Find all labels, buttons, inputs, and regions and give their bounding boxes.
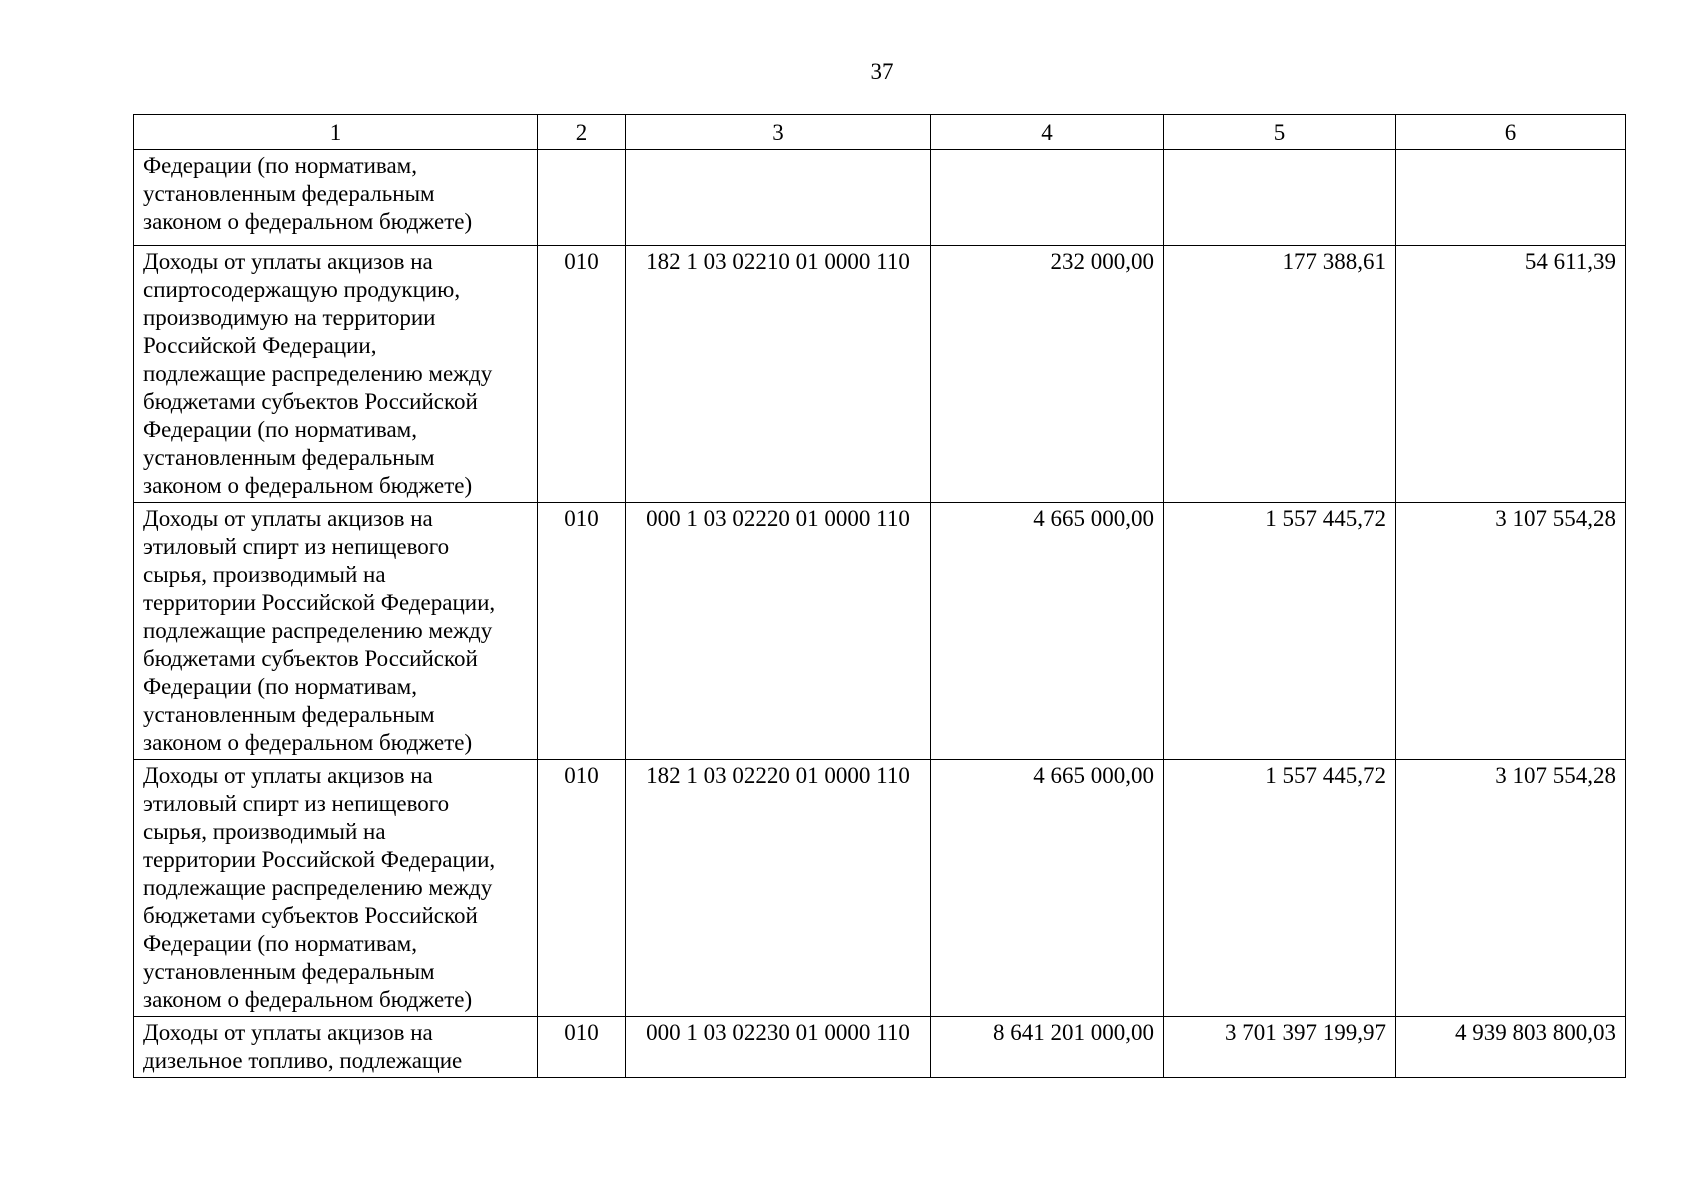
row-executed-amount (1164, 150, 1396, 246)
column-header-1: 1 (134, 115, 538, 150)
table-row (134, 760, 1626, 1017)
row-line-code (538, 150, 626, 246)
row-executed-amount: 1 557 445,72 (1164, 760, 1396, 1017)
table-row (134, 503, 1626, 760)
row-unexecuted-amount: 54 611,39 (1396, 246, 1626, 503)
row-approved-amount: 8 641 201 000,00 (931, 1017, 1164, 1078)
column-header-5: 5 (1164, 115, 1396, 150)
row-name: Доходы от уплаты акцизов на этиловый спирт из непищевого сырья, производимый на территории Российской Федерации, подлежащие распределению между бюджетами субъектов Российской Федерации (по нормативам, установленным федеральным законом о федеральном бюджете) (143, 763, 496, 1012)
revenue-table (133, 114, 1626, 1078)
row-name-cell (134, 503, 538, 760)
row-budget-code: 000 1 03 02230 01 0000 110 (626, 1017, 931, 1078)
row-name: Доходы от уплаты акцизов на дизельное топливо, подлежащие (143, 1020, 463, 1073)
column-header-3: 3 (626, 115, 931, 150)
row-budget-code: 182 1 03 02210 01 0000 110 (626, 246, 931, 503)
row-name-cell (134, 1017, 538, 1078)
row-approved-amount: 4 665 000,00 (931, 503, 1164, 760)
row-unexecuted-amount: 4 939 803 800,03 (1396, 1017, 1626, 1078)
row-unexecuted-amount: 3 107 554,28 (1396, 503, 1626, 760)
row-line-code: 010 (538, 760, 626, 1017)
column-header-2: 2 (538, 115, 626, 150)
row-approved-amount: 4 665 000,00 (931, 760, 1164, 1017)
row-line-code: 010 (538, 246, 626, 503)
row-unexecuted-amount (1396, 150, 1626, 246)
row-executed-amount: 1 557 445,72 (1164, 503, 1396, 760)
row-name-cell (134, 246, 538, 503)
row-line-code: 010 (538, 1017, 626, 1078)
row-executed-amount: 3 701 397 199,97 (1164, 1017, 1396, 1078)
column-header-4: 4 (931, 115, 1164, 150)
page-number: 37 (870, 59, 894, 84)
row-executed-amount: 177 388,61 (1164, 246, 1396, 503)
row-name: Доходы от уплаты акцизов на этиловый спирт из непищевого сырья, производимый на территории Российской Федерации, подлежащие распределению между бюджетами субъектов Российской Федерации (по нормативам, установленным федеральным законом о федеральном бюджете) (143, 506, 496, 755)
table-row (134, 150, 1626, 246)
row-name: Доходы от уплаты акцизов на спиртосодержащую продукцию, производимую на территории Российской Федерации, подлежащие распределению между бюджетами субъектов Российской Федерации (по нормативам, установленным федеральным законом о федеральном бюджете) (143, 249, 493, 498)
column-header-6: 6 (1396, 115, 1626, 150)
row-approved-amount: 232 000,00 (931, 246, 1164, 503)
row-line-code: 010 (538, 503, 626, 760)
row-approved-amount (931, 150, 1164, 246)
row-name-cell (134, 150, 538, 246)
row-budget-code: 000 1 03 02220 01 0000 110 (626, 503, 931, 760)
row-budget-code: 182 1 03 02220 01 0000 110 (626, 760, 931, 1017)
table-row (134, 1017, 1626, 1078)
row-name: Федерации (по нормативам, установленным федеральным законом о федеральном бюджете) (143, 153, 473, 234)
table-row (134, 246, 1626, 503)
column-number-row (134, 115, 1626, 150)
row-name-cell (134, 760, 538, 1017)
row-budget-code (626, 150, 931, 246)
row-unexecuted-amount: 3 107 554,28 (1396, 760, 1626, 1017)
